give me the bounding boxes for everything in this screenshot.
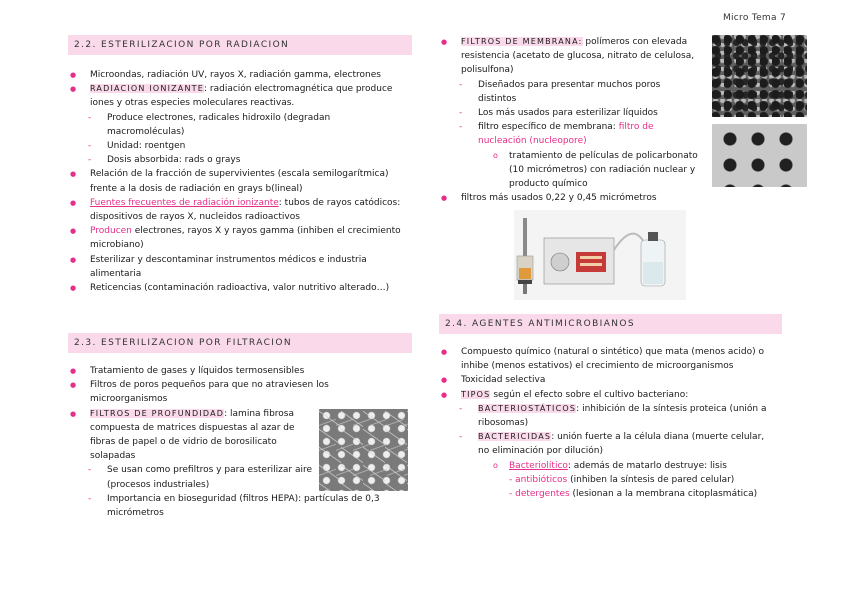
- list-item-text: según el efecto sobre el cultivo bacteriano:: [490, 389, 689, 400]
- membrane-filter-micrograph: [712, 35, 807, 117]
- list-item: [441, 120, 699, 148]
- list-item: [70, 196, 410, 224]
- list-item: o tratamiento de películas de policarbonato (10 micrómetros) con radiación nuclear y producto químico: [441, 149, 699, 192]
- term-bactericidas: BACTERICIDAS: [478, 432, 552, 442]
- definition-text: : unión fuerte a la célula diana (muerte celular, no eliminación por dilución): [478, 432, 765, 457]
- list-item: [441, 388, 776, 402]
- definition-text: : lamina fibrosa compuesta de matrices dispuestas al azar de fibras de papel o de vidrio de borosilicato solapadas: [90, 408, 295, 462]
- list-item: ● Tratamiento de gases y líquidos termosensibles: [70, 364, 410, 378]
- list-item: - Diseñados para presentar muchos poros distintos: [441, 78, 699, 106]
- term-filtros-profundidad: FILTROS DE PROFUNDIDAD: [90, 408, 225, 418]
- list-item: - Produce electrones, radicales hidroxilo (degradan macromoléculas): [70, 111, 410, 139]
- list-item: [70, 82, 410, 110]
- list-item: ● filtros más usados 0,22 y 0,45 micrómetros: [441, 191, 699, 205]
- list-item-text: (inhiben la síntesis de pared celular): [567, 474, 735, 485]
- producen-highlight: Producen: [90, 226, 132, 237]
- list-item-text: filtro específico de membrana:: [478, 122, 619, 133]
- term-bacteriolitico: Bacteriolítico: [509, 460, 568, 471]
- definition-text: : inhibición de la síntesis proteica (unión a ribosomas): [478, 403, 767, 429]
- list-item-text: electrones, rayos X y rayos gamma (inhiben el crecimiento microbiano): [90, 226, 401, 251]
- antibioticos-highlight: - antibióticos: [509, 474, 568, 485]
- antimicrobianos-content: [441, 345, 776, 501]
- list-item: ● Microondas, radiación UV, rayos X, radiación gamma, electrones: [70, 68, 410, 82]
- detergentes-highlight: - detergentes: [509, 489, 570, 500]
- definition-text: : además de matarlo destruye: lisis: [567, 460, 727, 471]
- fuentes-link: Fuentes frecuentes de radiación ionizante: [90, 197, 279, 208]
- term-bacteriostaticos: BACTERIOSTÁTICOS: [478, 403, 577, 413]
- definition-text: polímeros con elevada resistencia (acetato de glucosa, nitrato de celulosa, polisulfona): [461, 37, 695, 76]
- filtration-equipment-photo: [514, 210, 686, 300]
- term-radiacion-ionizante: RADIACION IONIZANTE: [90, 84, 205, 94]
- list-item: [441, 402, 776, 430]
- list-item: - Dosis absorbida: rads o grays: [70, 153, 410, 167]
- nucleopore-filter-micrograph: [712, 124, 807, 187]
- term-filtros-membrana: FILTROS DE MEMBRANA:: [461, 37, 583, 46]
- list-item: - Los más usados para esterilizar líquidos: [441, 106, 699, 120]
- definition-text: : radiación electromagnética que produce iones y otras especies moleculares reactivas.: [90, 84, 393, 109]
- list-item: [441, 459, 776, 502]
- depth-filter-micrograph: [319, 409, 408, 491]
- list-item: ● Esterilizar y descontaminar instrumentos médicos e industria alimentaria: [70, 253, 410, 281]
- list-item: ● Filtros de poros pequeños para que no atraviesen los microorganismos: [70, 378, 410, 406]
- list-item: [441, 35, 699, 78]
- list-item-text: : tubos de rayos catódicos: dispositivos de rayos X, nucleidos radioactivos: [90, 197, 401, 223]
- nucleopore-highlight: filtro de nucleación (nucleopore): [478, 122, 654, 147]
- list-item: ● Toxicidad selectiva: [441, 373, 776, 387]
- list-item: [441, 430, 776, 458]
- term-tipos: TIPOS: [461, 389, 491, 399]
- section-header-radiacion: 2.2. ESTERILIZACION POR RADIACION: [68, 35, 412, 55]
- list-item: ● Reticencias (contaminación radioactiva, valor nutritivo alterado…): [70, 281, 410, 295]
- list-item-text: (lesionan a la membrana citoplasmática): [569, 489, 758, 500]
- section-header-antimicrobianos: 2.4. AGENTES ANTIMICROBIANOS: [439, 314, 782, 334]
- membranas-content: [441, 35, 699, 205]
- list-item: - Importancia en bioseguridad (filtros HEPA): partículas de 0,3 micrómetros: [70, 492, 410, 520]
- radiacion-content: [70, 68, 410, 295]
- list-item: ● Relación de la fracción de supervivientes (escala semilogarítmica) frente a la dosis de radiación en grays b(lineal): [70, 167, 410, 195]
- filtration-equipment-drawing: [514, 210, 686, 300]
- list-item: - Se usan como prefiltros y para esterilizar aire (procesos industriales): [70, 463, 410, 491]
- section-header-filtracion: 2.3. ESTERILIZACION POR FILTRACION: [68, 333, 412, 353]
- page-label: Micro Tema 7: [722, 13, 786, 23]
- list-item: - Unidad: roentgen: [70, 139, 410, 153]
- list-item: [70, 224, 410, 252]
- list-item: ● Compuesto químico (natural o sintético) que mata (menos acido) o inhibe (menos estativos) el crecimiento de microorganismos: [441, 345, 776, 373]
